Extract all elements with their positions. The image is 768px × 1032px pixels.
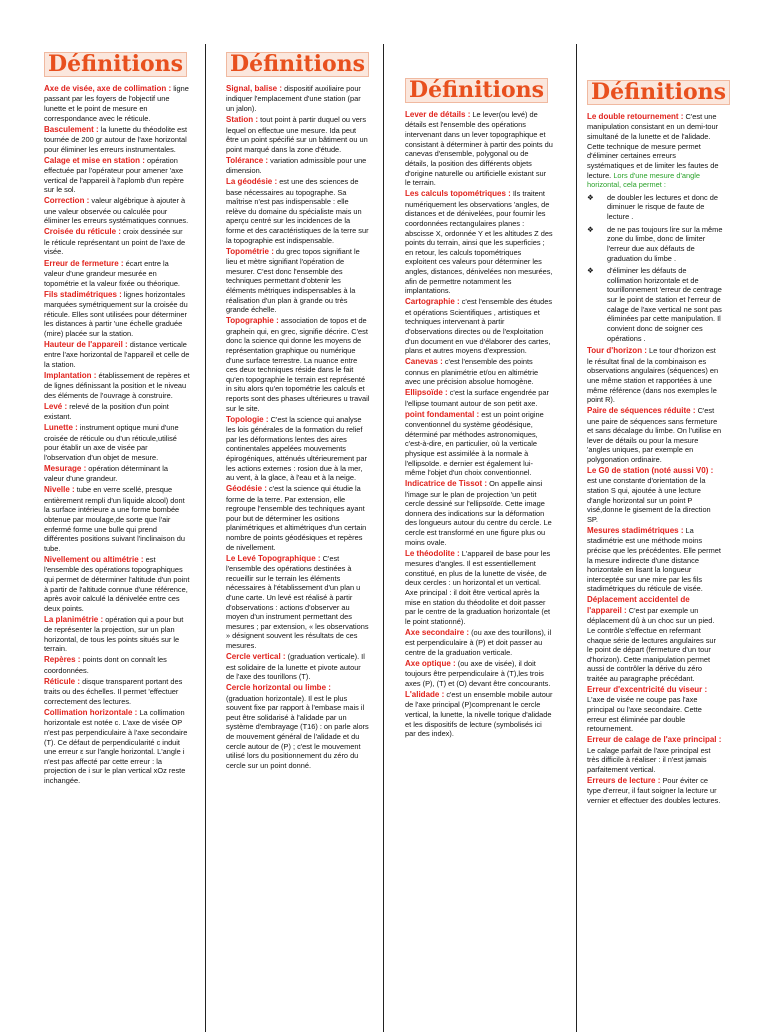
bullet-list — [587, 193, 723, 343]
definition-text: opération qui a pour but de représenter la projection, sur un plan horizontal, de tous les points situés sur le terrain. — [44, 614, 184, 654]
definition-text: est une des sciences de base nécessaires au topographe. Sa maîtrise n'est pas indispensable : elle relève du domaine du spécialiste mais un aperçu centré sur les incidences de la forme et des caractéristiques de la terre sur la topographie est indispensable. — [226, 177, 369, 245]
definition-item — [587, 735, 723, 774]
definition-item — [226, 652, 370, 682]
column-separator — [383, 44, 384, 1032]
definition-item — [44, 423, 190, 462]
definition-item — [405, 549, 553, 627]
definition-term: Mesurage : — [44, 463, 87, 473]
definition-term: Erreur de calage de l'axe principal : — [587, 735, 722, 745]
definition-item — [405, 357, 553, 387]
definition-term: Basculement : — [44, 124, 99, 134]
definition-term: Réticule : — [44, 676, 81, 686]
definition-text: C'est par exemple un déplacement dû à un choc sur un pied. Le contrôle s'effectue en refermant chaque série de lectures angulaires sur le point de départ (fermeture d'un tour d'horizon). Cette manipulation permet aussi de contrôler la dérive du zéro traitée au paragraphe précédant. — [587, 605, 717, 684]
definition-item — [405, 410, 553, 478]
definition-item — [405, 388, 553, 408]
definition-text: écart entre la valeur d'une grandeur mesurée en topométrie et la valeur fixée ou théorique. — [44, 258, 180, 288]
column-2 — [226, 52, 370, 772]
diamond-bullet-icon: ❖ — [587, 192, 594, 202]
definition-text: c'est la surface engendrée par l'ellipse tournant autour de son petit axe. — [405, 388, 549, 408]
definition-term: Croisée du réticule : — [44, 227, 121, 237]
definition-term: Tolérance : — [226, 155, 269, 165]
definition-item — [226, 177, 370, 245]
definition-item — [44, 615, 190, 654]
column-4 — [587, 79, 726, 807]
definition-term: Levé : — [44, 401, 68, 411]
definition-text: est un point origine conventionnel du système géodésique, déterminé par méthodes astronomiques, c'est-à-dire, en particulier, où la verticale physique est assimilée à la normale à l'ellipsoïde. e dernier est également lui-même l'objet d'un choix conventionnel. — [405, 409, 544, 478]
definition-text: opération déterminant la valeur d'une grandeur. — [44, 463, 169, 484]
definition-text: valeur algébrique à ajouter à une valeur observée ou calculée pour éliminer les erreurs systématiques connues. — [44, 196, 189, 226]
definition-term: Axe secondaire : — [405, 627, 470, 637]
definition-item — [587, 406, 723, 465]
definition-text: ligne passant par les foyers de l'objectif une lunette et le point de mesure en correspondance avec le réticule. — [44, 84, 189, 123]
definition-item — [44, 555, 190, 614]
definition-text: croix dessinée sur le réticule représentant un point de l'axe de visée. — [44, 227, 186, 257]
definition-item — [405, 628, 553, 658]
definition-item — [44, 84, 190, 123]
definition-text: La collimation horizontale est notée c. L'axe de visée OP n'est pas perpendiculaire à l'axe secondaire (T). Ce défaut de perpendicularité c induit une erreur ε sur l'angle horizontal. L'angle i n'est pas affecté par cette erreur : la projection de i sur le plan vertical xOz reste inchangée. — [44, 707, 188, 786]
definition-text: c'est un ensemble mobile autour de l'axe principal (P)comprenant le cercle vertical, la lunette, la nivelle torique d'alidade et les dispositifs de lecture (symbolisés ici par des index). — [405, 689, 553, 739]
definition-text: du grec topos signifiant le lieu et mètre signifiant l'opération de mesurer. C'est donc l'ensemble des techniques permettant d'obtenir les éléments métriques indispensables à la réalisation d'un plan à grande ou très grande échelle. — [226, 246, 360, 315]
definition-text: Le lever(ou levé) de détails est l'ensemble des opérations intervenant dans un lever topographique et consistant à déterminer à partir des points du canevas d'ensemble, polygonal ou de détails, la position des différents objets d'origine naturelle ou artificielle existant sur le terrain. — [405, 110, 553, 188]
column-3 — [405, 78, 553, 740]
definition-text: (ou axe des tourillons), il est perpendiculaire à (P) et doit passer au centre de la graduation verticale. — [405, 627, 552, 657]
definition-item — [587, 466, 723, 525]
definition-item — [44, 464, 190, 484]
definition-term: Nivellement ou altimétrie : — [44, 554, 144, 564]
definition-term: Repères : — [44, 655, 81, 665]
definition-item — [44, 156, 190, 195]
definition-text: établissement de repères et de lignes définissant la position et le niveau des éléments de l'ouvrage à construire. — [44, 370, 190, 400]
definition-text: tout point à partir duquel ou vers lequel on effectue une mesure. Ida peut être un point spécifié sur un bâtiment ou un point marqué dans la zone d'étude. — [226, 115, 368, 154]
definition-item — [587, 595, 723, 683]
definition-text: points dont on connaît les coordonnées. — [44, 655, 167, 675]
definition-term: Le Levé Topographique : — [226, 553, 321, 563]
definition-item — [226, 554, 370, 651]
definition-item — [226, 683, 370, 770]
definition-text: Ils traitent numériquement les observations 'angles, de distances et de dénivelées, pour fournir les coordonnées rectangulaires planes : abscisse X, ordonnée Y et les altitudes Z des points du terrain, ainsi que les superficies ; en retour, les calculs topométriques exploitent ces valeurs pour déterminer les angles, distances, dénivelées non mesurées, afin de permettre notamment les implantations. — [405, 189, 553, 296]
bullet-text: de doubler les lectures et donc de diminuer le risque de faute de lecture . — [607, 192, 718, 222]
definition-text: Pour éviter ce type d'erreur, il faut soigner la lecture ur vernier et effectuer des doubles lectures. — [587, 775, 721, 805]
definition-term: Axe optique : — [405, 658, 456, 668]
definition-term: Indicatrice de Tissot : — [405, 479, 488, 489]
definition-item — [44, 371, 190, 401]
definition-term: Topographie : — [226, 316, 279, 326]
definition-item — [44, 655, 190, 675]
definition-term: Le double retournement : — [587, 112, 684, 122]
definition-item — [226, 247, 370, 315]
definition-term: La planimétrie : — [44, 614, 104, 624]
definition-term: Le théodolite : — [405, 548, 460, 558]
definition-highlight: Lors d'une mesure d'angle horizontal, cela permet : — [587, 170, 700, 190]
definition-item — [587, 346, 723, 405]
definition-term: Cercle vertical : — [226, 652, 286, 662]
definition-term: La géodésie : — [226, 177, 278, 187]
diamond-bullet-icon: ❖ — [587, 224, 594, 234]
definition-item — [44, 485, 190, 553]
definition-term: Le G0 de station (noté aussi V0) : — [587, 466, 714, 476]
definition-item — [226, 484, 370, 552]
definition-item — [226, 115, 370, 154]
definition-text: La stadimétrie est une méthode moins précise que les précédentes. Elle permet la mesure indirecte d'une distance horizontale en lisant la longueur interceptée sur une mire par les fils stadimétriques du réticule de visée. — [587, 525, 721, 594]
definition-term: Lever de détails : — [405, 110, 471, 120]
column-title: Définitions — [405, 78, 548, 103]
definition-item — [226, 156, 370, 176]
definition-term: Topométrie : — [226, 246, 274, 256]
definition-item — [226, 415, 370, 483]
definition-text: relevé de la position d'un point existant. — [44, 401, 169, 422]
definition-text: (graduation horizontale). Il est le plus souvent fixe par rapport à l'embase mais il peut être solidarisé à l'alidade par un système d'embrayage (T16) : on parle alors de mouvement général de l'alidade et du cercle autour de (P) ; c'est le mouvement utilisé lors du positionnement du zéro du cercle sur un point donné. — [226, 693, 369, 770]
bullet-text: d'éliminer les défauts de collimation horizontale et de tourillonnement 'erreur de centrage sur le point de station et l'erreur de calage de l'axe vertical ne sont pas éliminées par cette manipulation. Il convient donc de soigner ces opérations . — [607, 266, 722, 343]
definition-term: L'alidade : — [405, 689, 445, 699]
definition-term: Fils stadimétriques : — [44, 289, 122, 299]
definition-text: L'axe de visée ne coupe pas l'axe principal ou l'axe secondaire. Cette erreur est éliminée par double retournement. — [587, 695, 702, 734]
definition-item — [226, 84, 370, 114]
column-1 — [44, 52, 190, 787]
definition-term: Mesures stadimétriques : — [587, 525, 684, 535]
definition-list — [226, 84, 370, 770]
definition-term: Géodésie : — [226, 484, 267, 494]
definition-text: c'est l'ensemble des points connus en planimétrie et/ou en altimétrie avec une précision absolue homogène. — [405, 357, 539, 387]
diamond-bullet-icon: ❖ — [587, 266, 594, 276]
definition-term: Cartographie : — [405, 297, 460, 307]
definition-term: Canevas : — [405, 357, 443, 367]
bullet-item — [587, 225, 723, 264]
definition-item — [44, 227, 190, 257]
definition-text: opération effectuée par l'opérateur pour amener 'axe vertical de l'appareil à l'aplomb d'un repère sur le sol. — [44, 155, 184, 195]
definition-item — [44, 340, 190, 370]
column-title: Définitions — [587, 80, 730, 105]
definition-text: variation admissible pour une dimension. — [226, 155, 367, 176]
definition-item — [44, 125, 190, 155]
definition-text: est l'ensemble des opérations topographiques qui permet de déterminer l'altitude d'un point à partir de l'altitude connue d'une référence, après avoir calculé la dénivelée entre ces deux points. — [44, 554, 190, 613]
definition-term: Erreurs de lecture : — [587, 775, 661, 785]
bullet-item — [587, 266, 723, 343]
definition-term: Nivelle : — [44, 485, 75, 495]
definition-item — [44, 402, 190, 422]
definition-text: C'est une manipulation consistant en un demi-tour simultané de la lunette et de l'alidade. Cette technique de mesure permet d'éliminer certaines erreurs systématiques et de limiter les fautes de lecture. — [587, 112, 719, 180]
definition-text: Le tour d'horizon est le résultat final de la combinaison es observations angulaires (séquences) en une même station et rapportées à une même référence (dans nos exemples le point R). — [587, 346, 719, 405]
definition-term: Erreur d'excentricité du viseur : — [587, 685, 708, 695]
definition-term: Signal, balise : — [226, 84, 283, 94]
definition-text: C'est la science qui analyse les lois générales de la formation du relief par les déformations lentes des aires continentales appelées mouvements épirogéniques, atténués ultérieurement par les actions externes : rosion due à la mer, au vent, à la glace, à l'eau et à la neige. — [226, 414, 367, 483]
definition-item — [44, 708, 190, 786]
column-title: Définitions — [44, 52, 187, 77]
definition-term: Ellipsoïde : — [405, 388, 448, 398]
definition-term: Correction : — [44, 196, 90, 206]
definition-text: lignes horizontales marquées symétriquement sur la croisée du réticule. Elles sont utilisées pour déterminer les distances à partir 'une échelle graduée (mire) placée sur la station. — [44, 289, 188, 338]
definition-term: Axe de visée, axe de collimation : — [44, 84, 172, 94]
definition-term: Hauteur de l'appareil : — [44, 339, 128, 349]
definition-term: Paire de séquences réduite : — [587, 406, 696, 416]
definition-item — [405, 659, 553, 689]
definition-text: C'est une paire de séquences sans fermeture et sans décalage du limbe. On l'utilise en lever de détails ou pour la mesure 'angles uniques, par exemple en polygonation ordinaire. — [587, 406, 722, 465]
definition-text: C'est l'ensemble des opérations destinées à recueillir sur le terrain les éléments nécessaires à l'établissement d'un plan u d'une carte. Un levé est réalisé à partir d'observations : actions d'observer au moyen d'un instrument permettant des mesures ; par extension, « les observations » désignent souvent les résultats de ces mesures. — [226, 553, 369, 651]
definition-item — [405, 110, 553, 188]
definition-item — [44, 290, 190, 339]
definition-text: (graduation verticale). Il est solidaire de la lunette et pivote autour de l'axe des tourillons (T). — [226, 652, 365, 682]
definition-term: Lunette : — [44, 423, 78, 433]
definition-item — [587, 526, 723, 594]
definition-term: point fondamental : — [405, 409, 480, 419]
definition-text: c'est l'ensemble des études et opérations Scientifiques , artistiques et techniques intervenant à partir d'observations directes ou de l'exploitation d'un document en vue d'élaborer des cartes, plans et autres moyens d'expression. — [405, 297, 553, 356]
column-separator — [205, 44, 206, 1032]
definition-item — [587, 685, 723, 734]
definition-text: Le calage parfait de l'axe principal est très difficile à réaliser : il n'est jamais parfaitement vertical. — [587, 745, 711, 774]
definition-item — [44, 196, 190, 226]
definition-term: Calage et mise en station : — [44, 155, 145, 165]
definition-text: instrument optique muni d'une croisée de réticule ou d'un réticule,utilisé pour établir un axe de visée par l'observation d'un objet de mesure. — [44, 423, 179, 462]
definition-term: Les calculs topométriques : — [405, 189, 511, 199]
definition-term: Tour d'horizon : — [587, 346, 647, 356]
definition-text: L'appareil de base pour les mesures d'angles. Il est essentiellement constitué, en plus de la lunette de visée, de deux cercles : un horizontal et un vertical. Axe principal : il doit être vertical après la mise en station du théodolite et doit passer par le centre de la graduation horizontale (et le point stationné). — [405, 548, 551, 626]
definition-text: la lunette du théodolite est tournée de 200 gr autour de l'axe horizontal pour éliminer les erreurs instrumentales. — [44, 124, 188, 154]
definition-item — [226, 316, 370, 413]
definition-text: distance verticale entre l'axe horizontal de l'appareil et celle de la station. — [44, 339, 190, 369]
definition-text: dispositif auxiliaire pour indiquer l'emplacement d'une station (par un jalon). — [226, 84, 361, 114]
bullet-item — [587, 193, 723, 222]
definition-term: Cercle horizontal ou limbe : — [226, 683, 331, 693]
definition-list — [405, 110, 553, 739]
definition-text: On appelle ainsi l'image sur le plan de projection 'un petit cercle dessiné sur l'ellipsoïde. Cette image donnera des indications sur la déformation des longueurs autour du centre du cercle. Le cercle est transformé en une figure plus ou moins ovale. — [405, 479, 552, 547]
definition-term: Station : — [226, 115, 258, 125]
definition-text: c'est la science qui étudie la forme de la terre. Par extension, elle regroupe l'ensemble des techniques ayant pour but de déterminer les ositions planimétriques et altimétriques d'un certain nombre de points géodésiques et repères de nivellement. — [226, 484, 367, 552]
definition-term: Déplacement accidentel de l'appareil : — [587, 595, 690, 615]
column-separator — [576, 44, 577, 1032]
definition-item — [405, 690, 553, 739]
definition-text: (ou axe de visée), il doit toujours être perpendiculaire à (T),les trois axes (P), (T) et (O) devant être concourants. — [405, 658, 551, 688]
definition-list — [587, 346, 723, 805]
definition-text: disque transparent portant des traits ou des échelles. Il permet 'effectuer correctement des lectures. — [44, 676, 183, 706]
bullet-text: de ne pas toujours lire sur la même zone du limbe, donc de limiter l'erreur due aux défauts de graduation du limbe . — [607, 224, 723, 263]
definition-list — [44, 84, 190, 786]
definition-text: est une constante d'orientation de la station S qui, ajoutée à une lecture d'angle horizontal sur un point P visé,donne le gisement de la direction SP. — [587, 476, 711, 524]
definition-item — [405, 479, 553, 547]
definition-item — [405, 189, 553, 296]
definition-item — [587, 112, 723, 190]
definition-term: Erreur de fermeture : — [44, 258, 124, 268]
definition-term: Implantation : — [44, 370, 97, 380]
definition-text: association de topos et de graphein qui, en grec, signifie décrire. C'est donc la science qui donne les moyens de représentation graphique ou numérique d'une surface terrestre. La nuance entre ces deux techniques réside dans le fait qu'en topographie le terrain est représenté in situ alors qu'en topométrie les calculs et reports sont des phases ultérieures u travail sur le site. — [226, 316, 370, 413]
definition-item — [587, 776, 723, 806]
definition-term: Topologie : — [226, 414, 269, 424]
definition-item — [405, 297, 553, 356]
definition-term: Collimation horizontale : — [44, 707, 138, 717]
definition-item — [44, 259, 190, 289]
definition-text: tube en verre scellé, presque entièrement rempli d'un liquide alcool) dont la surface intérieure a une forme bombée obtenue par moulage,de sorte que l'air enfermé forme une bulle qui prend différentes positions suivant l'inclinaison du tube. — [44, 485, 185, 553]
column-title: Définitions — [226, 52, 369, 77]
definition-item — [44, 677, 190, 707]
